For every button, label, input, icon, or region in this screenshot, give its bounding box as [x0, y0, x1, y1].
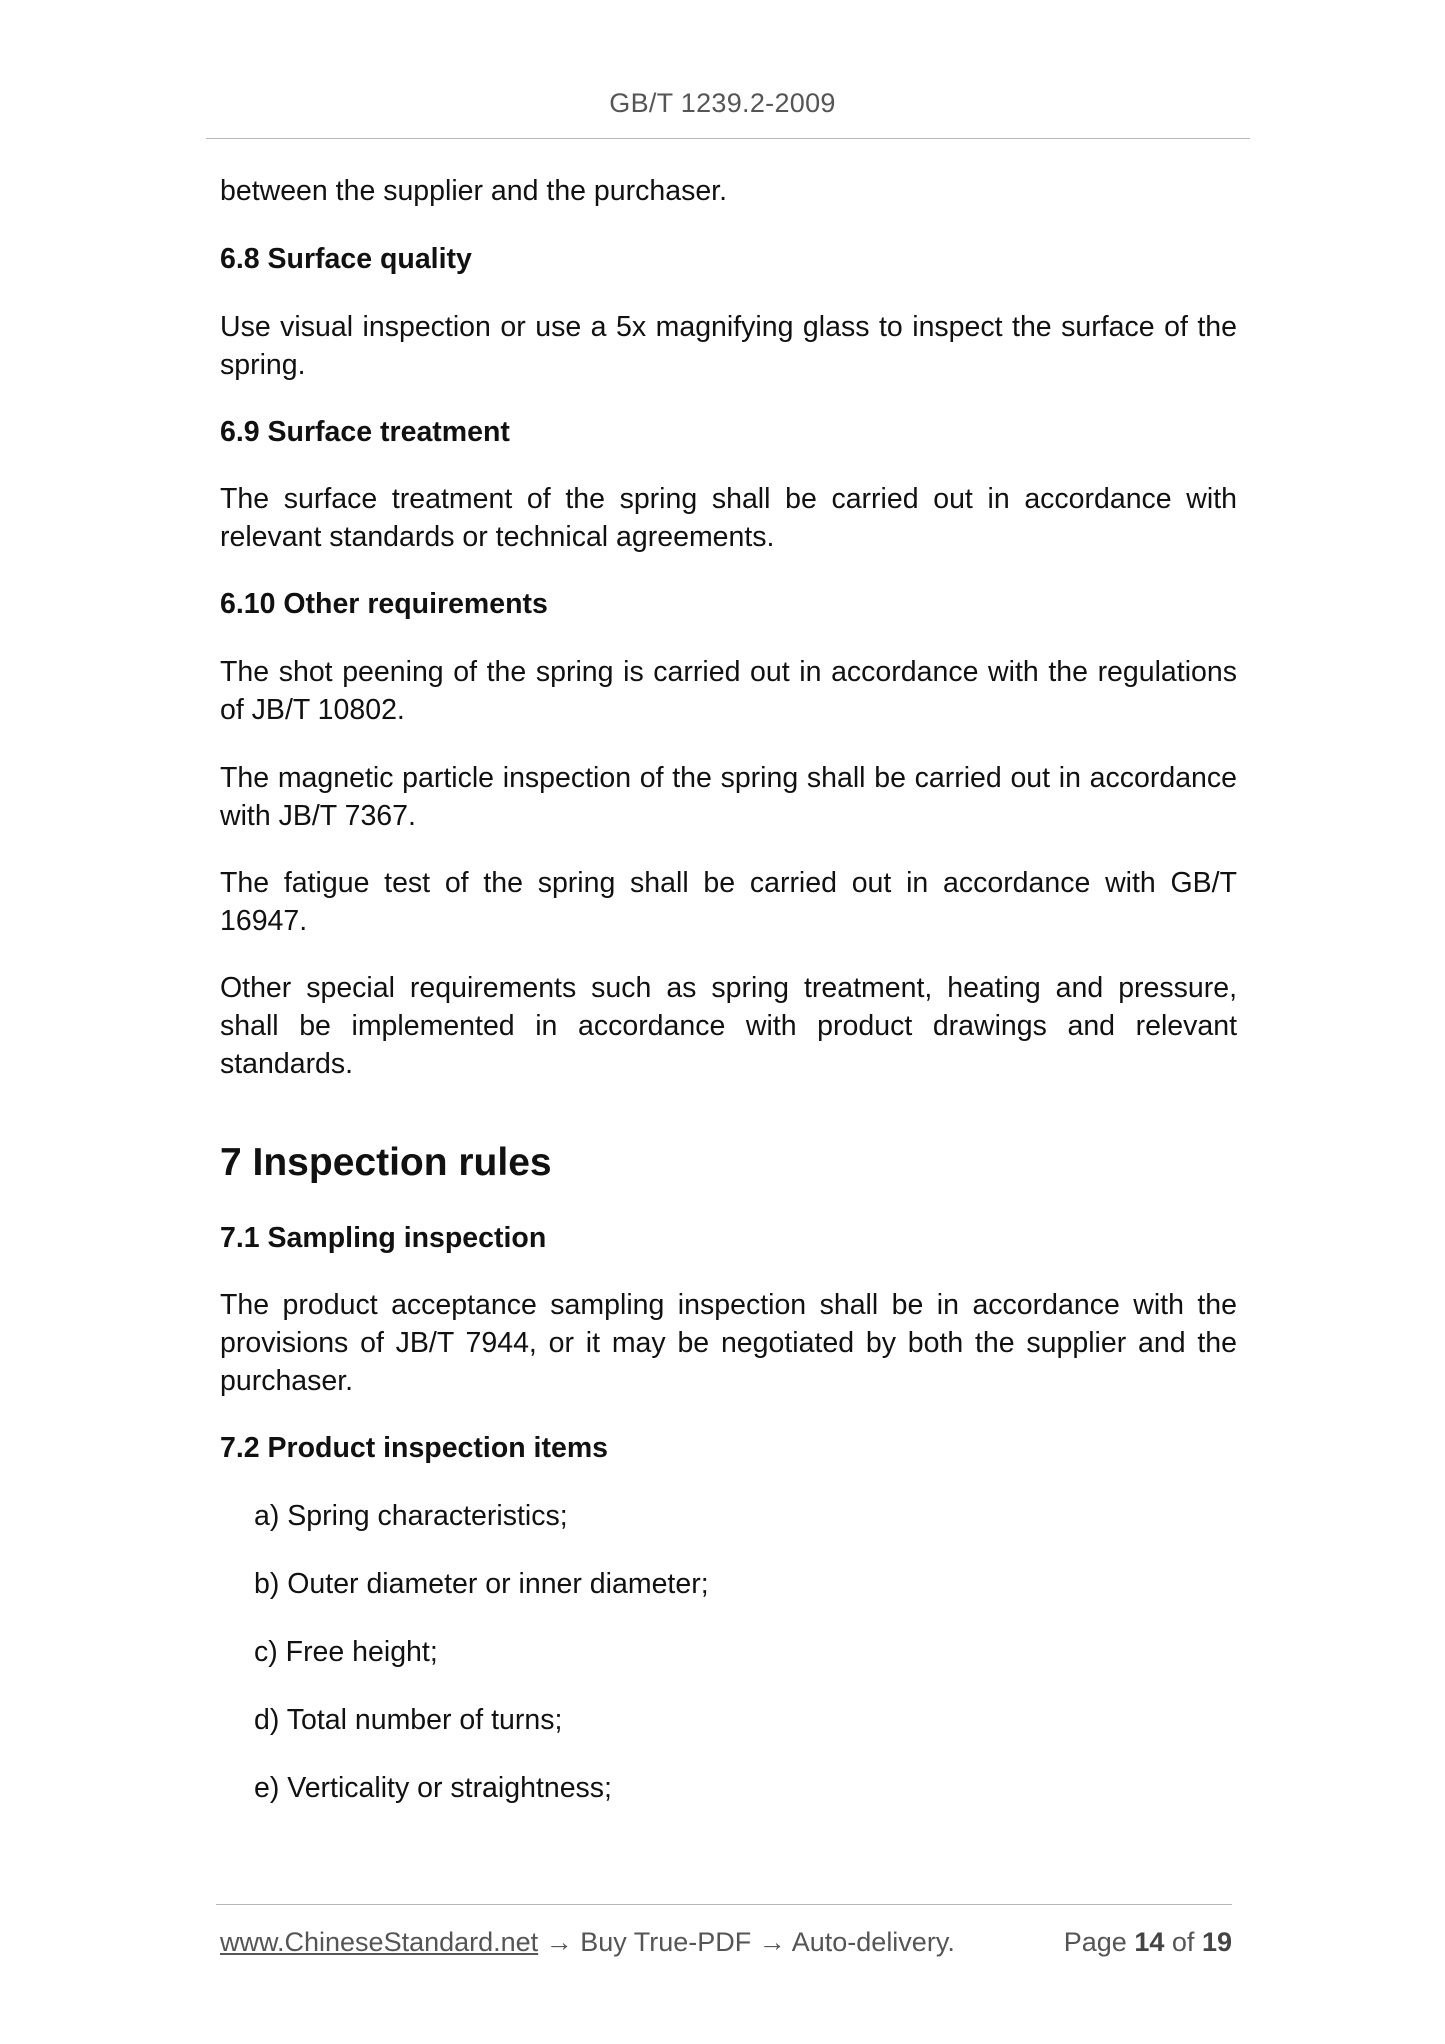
inspection-items-list	[220, 1497, 1237, 1807]
list-item: e) Verticality or straightness;	[254, 1772, 612, 1804]
header-divider	[206, 138, 1250, 139]
page-label: Page	[1063, 1927, 1127, 1957]
heading-6-10: 6.10 Other requirements	[220, 588, 548, 620]
total-page-number: 19	[1201, 1927, 1232, 1957]
intro-line: between the supplier and the purchaser.	[220, 175, 728, 207]
heading-6-9: 6.9 Surface treatment	[220, 416, 510, 448]
footer-promo	[220, 1925, 955, 1959]
paragraph-6-9: The surface treatment of the spring shall be carried out in accordance with relevant standards or technical agreements.	[220, 483, 1237, 553]
paragraph-6-10-magnetic: The magnetic particle inspection of the spring shall be carried out in accordance with JB/T 7367.	[220, 762, 1237, 832]
paragraph-7-1: The product acceptance sampling inspection shall be in accordance with the provisions of JB/T 7944, or it may be negotiated by both the supplier and the purchaser.	[220, 1289, 1237, 1397]
footer-divider	[216, 1904, 1232, 1905]
list-item: a) Spring characteristics;	[254, 1500, 568, 1532]
paragraph-6-10-shot-peening: The shot peening of the spring is carried out in accordance with the regulations of JB/T 10802.	[220, 656, 1237, 726]
heading-7-2: 7.2 Product inspection items	[220, 1432, 609, 1464]
page-content	[220, 172, 1237, 1807]
heading-6-8: 6.8 Surface quality	[220, 243, 472, 275]
of-label: of	[1171, 1927, 1195, 1957]
paragraph-6-10-fatigue: The fatigue test of the spring shall be carried out in accordance with GB/T 16947.	[220, 867, 1237, 937]
list-item: d) Total number of turns;	[254, 1704, 563, 1736]
document-header-title: GB/T 1239.2-2009	[609, 88, 836, 118]
promo-text: → Buy True-PDF → Auto-delivery.	[538, 1927, 955, 1957]
current-page-number: 14	[1134, 1927, 1165, 1957]
list-item: b) Outer diameter or inner diameter;	[254, 1568, 709, 1600]
heading-section-7: 7 Inspection rules	[220, 1141, 552, 1184]
heading-7-1: 7.1 Sampling inspection	[220, 1222, 547, 1254]
list-item: c) Free height;	[254, 1636, 438, 1668]
page-number	[1064, 1925, 1232, 1959]
website-link[interactable]: www.ChineseStandard.net	[220, 1927, 539, 1957]
paragraph-6-8: Use visual inspection or use a 5x magnifying glass to inspect the surface of the spring.	[220, 311, 1237, 381]
paragraph-6-10-other: Other special requirements such as spring treatment, heating and pressure, shall be implemented in accordance with product drawings and relevant standards.	[220, 972, 1237, 1080]
